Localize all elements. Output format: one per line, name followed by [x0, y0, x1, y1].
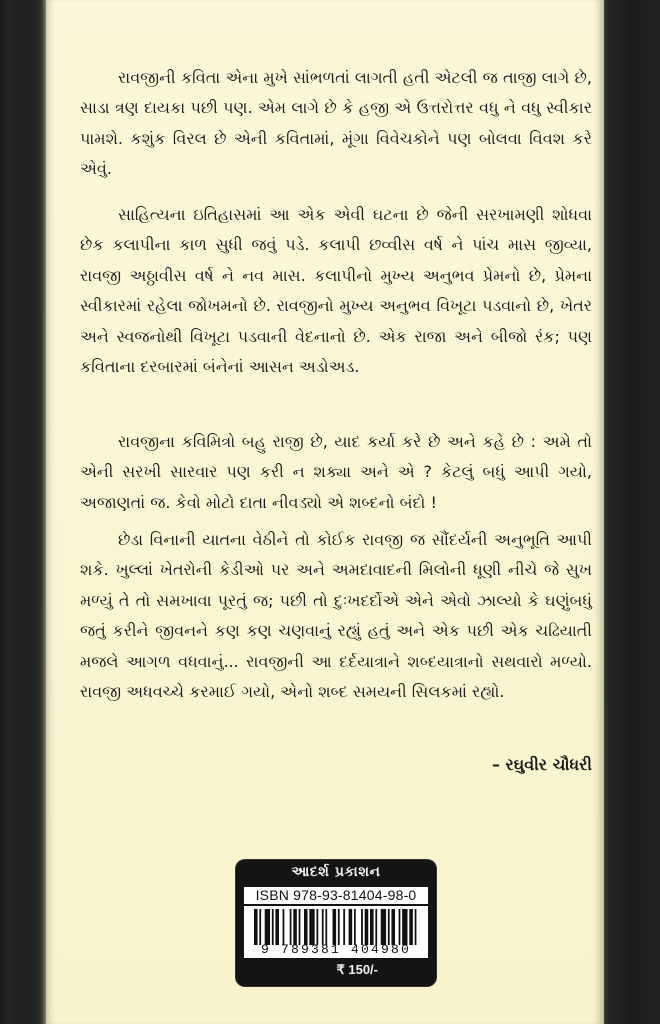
- publisher-barcode-box: [236, 860, 436, 986]
- barcode: [244, 906, 428, 958]
- barcode-digits: 9 789381 404980: [260, 942, 412, 957]
- price-label: ₹ 150/-: [336, 962, 378, 977]
- blurb-paragraph-4: છેડા વિનાની યાતના વેઠીને તો કોઈક રાવજી જ સૌંદર્યની અનુભૂતિ આપી શકે. ખુલ્લાં ખેતરોની કેડીઓ પર અને અમદાવાદની મિલોની ધૂણી નીચે જે સુખ મળ્યું તે તો સમખાવા પૂરતું જ; પછી તો દુઃખદર્દોએ એને એવો ઝાલ્યો કે ઘણુંબધું જતું કરીને જીવનને કણ કણ ચણવાનું રહ્યું હતું અને એક પછી એક ચઢિયાતી મજલે આગળ વધવાનું... રાવજીની આ દર્દયાત્રાને શબ્દયાત્રાનો સથવારો મળ્યો. રાવજી અધવચ્ચે કરમાઈ ગયો, એનો શબ્દ સમયની સિલકમાં રહ્યો.: [80, 530, 592, 702]
- barcode-icon: [254, 909, 420, 945]
- blurb-paragraph-3: રાવજીના કવિમિત્રો બહુ રાજી છે, યાદ કર્યા કરે છે અને કહે છે : અમે તો એની સરખી સારવાર પણ કરી ન શક્યા અને એ ? કેટલું બધું આપી ગયો, અજાણતાં જ. કેવો મોટો દાતા નીવડ્યો એ શબ્દનો બંદો !: [80, 432, 592, 512]
- publisher-name: આદર્શ પ્રકાશન: [291, 864, 381, 880]
- blurb-paragraph-2: સાહિત્યના ઇતિહાસમાં આ એક એવી ઘટના છે જેની સરખામણી શોધવા છેક કલાપીના કાળ સુધી જવું પડે. કલાપી છવ્વીસ વર્ષ ને પાંચ માસ જીવ્યા, રાવજી અઠ્ઠાવીસ વર્ષ ને નવ માસ. કલાપીનો મુખ્ય અનુભવ પ્રેમનો છે, પ્રેમના સ્વીકારમાં રહેલા જોખમનો છે. રાવજીનો મુખ્ય અનુભવ વિખૂટા પડવાનો છે, ખેતર અને સ્વજનોથી વિખૂટા પડવાની વેદનાનો છે. એક રાજા અને બીજો રંક; પણ કવિતાના દરબારમાં બંનેનાં આસન અડોઅડ.: [80, 205, 592, 377]
- isbn-label: ISBN 978-93-81404-98-0: [244, 887, 428, 904]
- blurb-paragraph-1: રાવજીની કવિતા એના મુખે સાંભળતાં લાગતી હતી એટલી જ તાજી લાગે છે, સાડા ત્રણ દાયકા પછી પણ. એમ લાગે છે કે હજી એ ઉત્તરોત્તર વધુ ને વધુ સ્વીકાર પામશે. કશુંક વિરલ છે એની કવિતામાં, મૂંગા વિવેચકોને પણ બોલવા વિવશ કરે એવું.: [80, 68, 592, 179]
- author-signature: – રઘુવીર ચૌધરી: [491, 755, 592, 774]
